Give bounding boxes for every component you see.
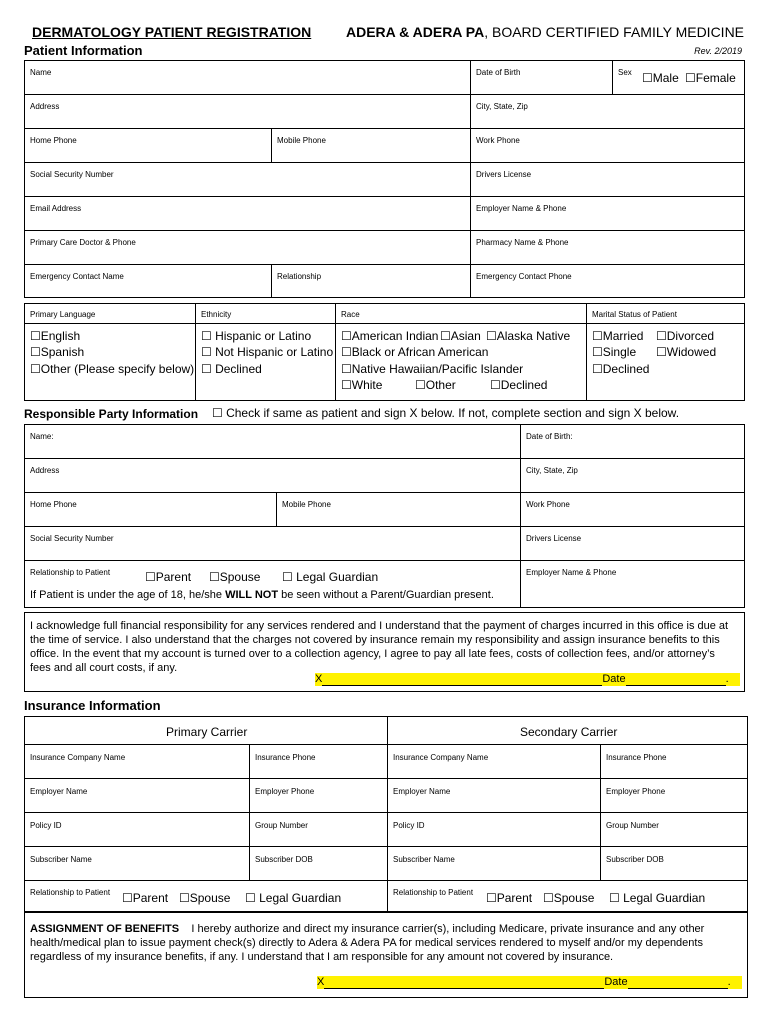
drivers-license-field[interactable]: Drivers License (476, 170, 532, 179)
secondary-employer-phone-field[interactable]: Employer Phone (606, 787, 666, 796)
primary-parent-checkbox[interactable]: ☐Parent (122, 891, 169, 905)
assignment-sign-x: X (317, 976, 325, 988)
revision-label: Rev. 2/2019 (694, 46, 742, 56)
sex-label: Sex (618, 68, 632, 77)
secondary-subscriber-dob-field[interactable]: Subscriber DOB (606, 855, 664, 864)
ethnicity-label: Ethnicity (201, 310, 232, 319)
form-title: DERMATOLOGY PATIENT REGISTRATION (32, 24, 312, 40)
rp-parent-checkbox[interactable]: ☐Parent (145, 570, 192, 584)
financial-sign-x: X (315, 673, 323, 685)
primary-company-field[interactable]: Insurance Company Name (30, 753, 126, 762)
secondary-parent-checkbox[interactable]: ☐Parent (486, 891, 533, 905)
work-phone-field[interactable]: Work Phone (476, 136, 520, 145)
home-phone-field[interactable]: Home Phone (30, 136, 77, 145)
assignment-signature-line[interactable] (317, 976, 742, 989)
minor-notice-before: If Patient is under the age of 18, he/she (30, 589, 226, 601)
emergency-relationship-field[interactable]: Relationship (277, 272, 322, 281)
secondary-spouse-checkbox[interactable]: ☐Spouse (543, 891, 595, 905)
primary-language-label: Primary Language (30, 310, 96, 319)
patient-info-grid (24, 60, 745, 298)
email-field[interactable]: Email Address (30, 204, 82, 213)
patient-section-title: Patient Information (24, 43, 143, 58)
financial-sign-end: . (725, 673, 729, 685)
assignment-body: I hereby authorize and direct my insurance carrier(s), including Medicare, private insurance and any other health/medical plan to issue payment check(s) directly to Adera & Adera PA for medical services rendered to myself and/or my dependents regardless of my insurance benefits, if any. I understand that I am responsible for any amount not covered by insurance. (30, 923, 705, 963)
primary-employer-phone-field[interactable]: Employer Phone (255, 787, 315, 796)
rp-legal-guardian-checkbox[interactable]: ☐ Legal Guardian (282, 570, 379, 584)
marital-divorced-checkbox[interactable]: ☐Divorced (656, 329, 715, 343)
emergency-phone-field[interactable]: Emergency Contact Phone (476, 272, 572, 281)
race-hawaiian-checkbox[interactable]: ☐Native Hawaiian/Pacific Islander (341, 362, 524, 376)
primary-relationship-label: Relationship to Patient (30, 888, 111, 897)
financial-sign-date-label: Date (602, 673, 626, 685)
minor-notice-bold: WILL NOT (225, 589, 279, 601)
secondary-legal-guardian-checkbox[interactable]: ☐ Legal Guardian (609, 891, 706, 905)
primary-group-field[interactable]: Group Number (255, 821, 308, 830)
sex-male-checkbox[interactable]: ☐Male (642, 71, 679, 85)
race-american-indian-checkbox[interactable]: ☐American Indian (341, 329, 439, 343)
race-white-checkbox[interactable]: ☐White (341, 378, 383, 392)
marital-status-label: Marital Status of Patient (592, 310, 677, 319)
responsible-party-title: Responsible Party Information (24, 407, 199, 421)
minor-notice (30, 589, 494, 601)
secondary-insurance-phone-field[interactable]: Insurance Phone (606, 753, 667, 762)
rp-address-field[interactable]: Address (30, 466, 60, 475)
primary-subscriber-field[interactable]: Subscriber Name (30, 855, 92, 864)
marital-single-checkbox[interactable]: ☐Single (592, 345, 637, 359)
rp-spouse-checkbox[interactable]: ☐Spouse (209, 570, 261, 584)
assignment-sign-end: . (727, 976, 731, 988)
secondary-company-field[interactable]: Insurance Company Name (393, 753, 489, 762)
secondary-subscriber-field[interactable]: Subscriber Name (393, 855, 455, 864)
rp-home-phone-field[interactable]: Home Phone (30, 500, 77, 509)
primary-employer-field[interactable]: Employer Name (30, 787, 88, 796)
primary-legal-guardian-checkbox[interactable]: ☐ Legal Guardian (245, 891, 342, 905)
rp-dob-field[interactable]: Date of Birth: (526, 432, 573, 441)
ethnicity-hispanic-checkbox[interactable]: ☐ Hispanic or Latino (201, 329, 312, 343)
same-as-patient-checkbox[interactable]: ☐ Check if same as patient and sign X below. If not, complete section and sign X below. (212, 406, 680, 420)
rp-name-field[interactable]: Name: (30, 432, 54, 441)
assignment-of-benefits-text (30, 922, 742, 964)
address-field[interactable]: Address (30, 102, 60, 111)
rp-ssn-field[interactable]: Social Security Number (30, 534, 114, 543)
insurance-section-title: Insurance Information (24, 698, 161, 713)
ssn-field[interactable]: Social Security Number (30, 170, 114, 179)
practice-name (346, 24, 744, 40)
assignment-title: ASSIGNMENT OF BENEFITS (30, 923, 180, 935)
marital-married-checkbox[interactable]: ☐Married (592, 329, 644, 343)
minor-notice-after: be seen without a Parent/Guardian present. (278, 589, 494, 601)
assignment-sign-date-label: Date (604, 976, 628, 988)
race-asian-checkbox[interactable]: ☐Asian (440, 329, 481, 343)
dob-field[interactable]: Date of Birth (476, 68, 521, 77)
race-declined-checkbox[interactable]: ☐Declined (490, 378, 548, 392)
secondary-carrier-header: Secondary Carrier (520, 725, 618, 739)
city-state-zip-field[interactable]: City, State, Zip (476, 102, 528, 111)
employer-field[interactable]: Employer Name & Phone (476, 204, 567, 213)
ethnicity-not-hispanic-checkbox[interactable]: ☐ Not Hispanic or Latino (201, 345, 334, 359)
emergency-name-field[interactable]: Emergency Contact Name (30, 272, 124, 281)
responsible-party-grid (24, 424, 745, 608)
ethnicity-declined-checkbox[interactable]: ☐ Declined (201, 362, 262, 376)
mobile-phone-field[interactable]: Mobile Phone (277, 136, 326, 145)
secondary-policy-field[interactable]: Policy ID (393, 821, 425, 830)
secondary-group-field[interactable]: Group Number (606, 821, 659, 830)
marital-widowed-checkbox[interactable]: ☐Widowed (656, 345, 717, 359)
practice-name-bold: ADERA & ADERA PA (346, 24, 485, 40)
pharmacy-field[interactable]: Pharmacy Name & Phone (476, 238, 569, 247)
financial-signature-line[interactable] (315, 673, 740, 686)
rp-relationship-label: Relationship to Patient (30, 568, 111, 577)
language-other-checkbox[interactable]: ☐Other (Please specify below) (30, 362, 195, 376)
marital-declined-checkbox[interactable]: ☐Declined (592, 362, 650, 376)
rp-city-state-zip-field[interactable]: City, State, Zip (526, 466, 578, 475)
race-label: Race (341, 310, 360, 319)
insurance-grid (24, 716, 748, 912)
primary-insurance-phone-field[interactable]: Insurance Phone (255, 753, 316, 762)
primary-policy-field[interactable]: Policy ID (30, 821, 62, 830)
rp-mobile-phone-field[interactable]: Mobile Phone (282, 500, 331, 509)
secondary-relationship-label: Relationship to Patient (393, 888, 474, 897)
primary-carrier-header: Primary Carrier (166, 725, 248, 739)
sex-female-checkbox[interactable]: ☐Female (685, 71, 736, 85)
rp-drivers-license-field[interactable]: Drivers License (526, 534, 582, 543)
financial-responsibility-text: I acknowledge full financial responsibility for any services rendered and I understand that the payment of charges incurred in this office is due at the time of service. I also understand that the charges not covered by insurance remain my responsibility and assign insurance benefits to this office. In the event that my account is turned over to a collection agency, I agree to pay all late fees, costs of collection fees, and/or attorney’s fees and all court costs, if any. (30, 620, 729, 674)
race-alaska-native-checkbox[interactable]: ☐Alaska Native (486, 329, 571, 343)
rp-employer-field[interactable]: Employer Name & Phone (526, 568, 617, 577)
primary-care-field[interactable]: Primary Care Doctor & Phone (30, 238, 136, 247)
secondary-employer-field[interactable]: Employer Name (393, 787, 451, 796)
name-field[interactable]: Name (30, 68, 52, 77)
language-english-checkbox[interactable]: ☐English (30, 329, 81, 343)
primary-subscriber-dob-field[interactable]: Subscriber DOB (255, 855, 313, 864)
race-black-checkbox[interactable]: ☐Black or African American (341, 345, 489, 359)
primary-spouse-checkbox[interactable]: ☐Spouse (179, 891, 231, 905)
race-other-checkbox[interactable]: ☐Other (415, 378, 456, 392)
practice-name-rest: , BOARD CERTIFIED FAMILY MEDICINE (484, 24, 745, 40)
language-spanish-checkbox[interactable]: ☐Spanish (30, 345, 85, 359)
rp-work-phone-field[interactable]: Work Phone (526, 500, 570, 509)
